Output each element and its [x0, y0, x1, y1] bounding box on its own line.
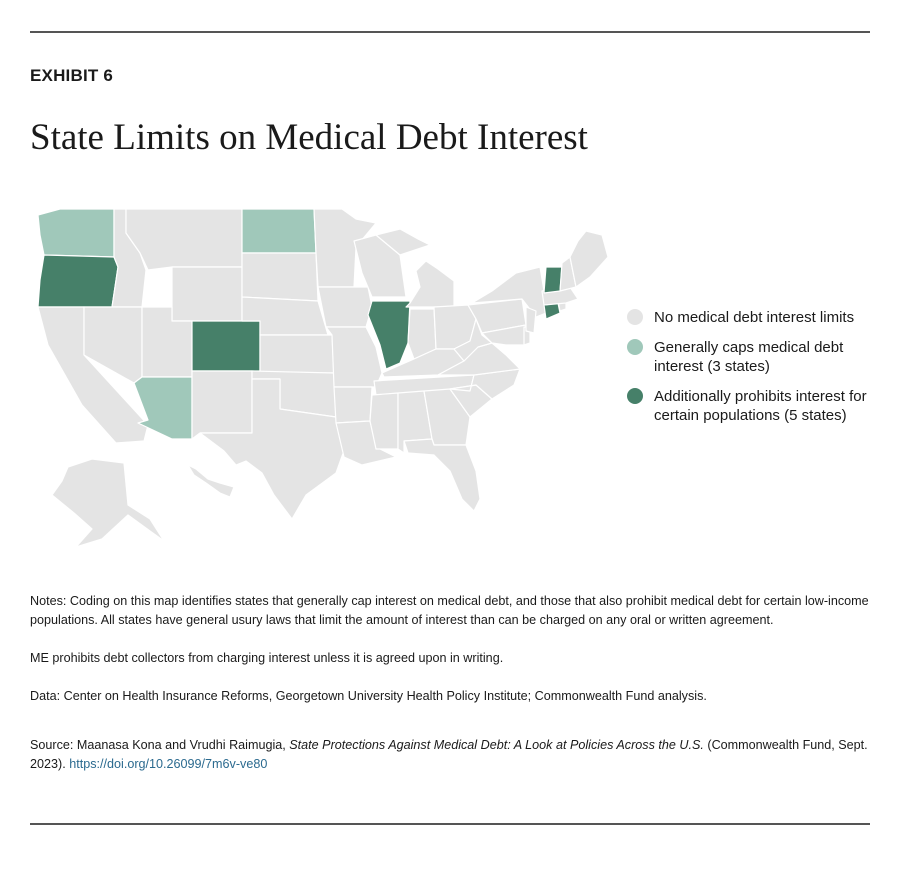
legend-swatch-none: [627, 309, 643, 325]
source-doi-link[interactable]: https://doi.org/10.26099/7m6v-ve80: [69, 757, 268, 771]
state-ks: [260, 335, 334, 373]
legend-item-none: [627, 308, 877, 328]
state-nm: [192, 371, 252, 439]
state-ms: [370, 393, 398, 449]
state-me: [570, 231, 608, 287]
state-ar: [334, 387, 372, 423]
state-sd: [242, 253, 318, 301]
state-or: [38, 255, 118, 307]
us-state-map: [30, 195, 615, 560]
chart-title: State Limits on Medical Debt Interest: [30, 117, 588, 158]
state-nj: [526, 307, 536, 333]
notes-source: [30, 736, 870, 774]
state-nd: [242, 209, 316, 253]
legend-swatch-caps: [627, 339, 643, 355]
legend-swatch-prohibits: [627, 388, 643, 404]
state-ak: [52, 459, 164, 547]
source-suffix: (Commonwealth Fund, Sept. 2023).: [30, 738, 868, 771]
state-ct: [544, 303, 560, 319]
notes-section: [30, 592, 870, 774]
legend-label-caps: Generally caps medical debt interest (3 states): [654, 338, 844, 375]
notes-coding: Notes: Coding on this map identifies states that generally cap interest on medical debt, and those that also prohibit medical debt for certain low-income populations. All states have general usury laws that limit the amount of interest than can be charged on any oral or written agreement.: [30, 594, 869, 627]
state-wy: [172, 267, 242, 321]
exhibit-label: EXHIBIT 6: [30, 66, 114, 85]
notes-maine: ME prohibits debt collectors from charging interest unless it is agreed upon in writing.: [30, 651, 504, 665]
state-ia: [318, 287, 372, 327]
source-title: State Protections Against Medical Debt: A Look at Policies Across the U.S.: [289, 738, 704, 752]
notes-data: Data: Center on Health Insurance Reforms, Georgetown University Health Policy Institute; Commonwealth Fund analysis.: [30, 689, 707, 703]
legend-item-caps: [627, 338, 877, 377]
state-wa: [38, 209, 114, 257]
state-hi: [188, 465, 234, 497]
bottom-rule: [30, 823, 870, 825]
map-legend: [627, 308, 877, 436]
state-fl: [404, 439, 480, 511]
state-vt: [544, 267, 562, 293]
state-mo: [326, 327, 382, 387]
legend-label-none: No medical debt interest limits: [654, 309, 855, 326]
legend-label-prohibits: Additionally prohibits interest for certain populations (5 states): [654, 387, 867, 424]
source-prefix: Source: Maanasa Kona and Vrudhi Raimugia,: [30, 738, 290, 752]
state-mt: [126, 209, 242, 270]
legend-item-prohibits: [627, 387, 877, 426]
top-rule: [30, 31, 870, 33]
state-co: [192, 321, 260, 371]
state-mi: [406, 261, 454, 307]
